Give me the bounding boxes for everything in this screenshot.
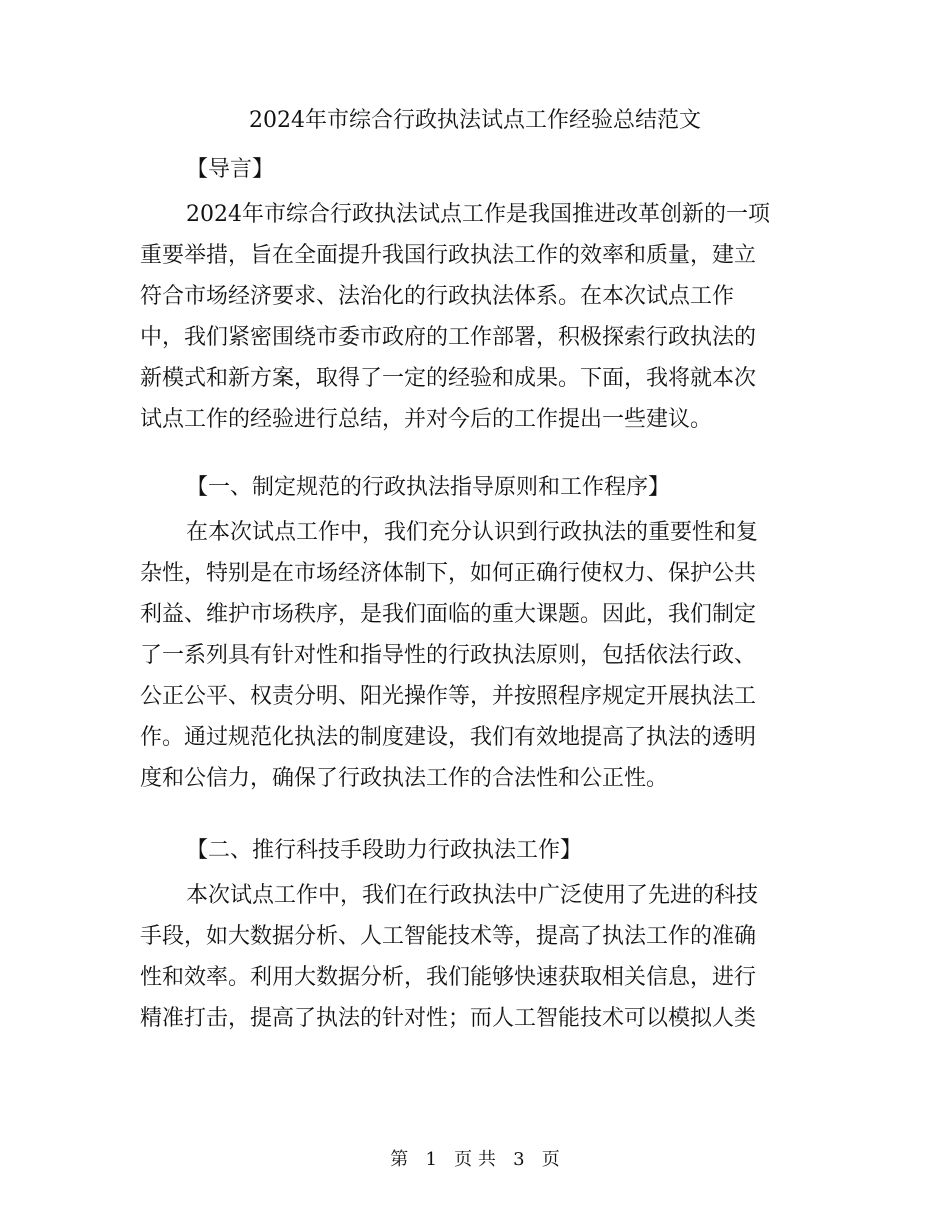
paragraph-line: 本次试点工作中，我们在行政执法中广泛使用了先进的科技	[186, 883, 759, 908]
page-number: 1	[425, 1149, 437, 1170]
paragraph-line: 了一系列具有针对性和指导性的行政执法原则，包括依法行政、	[140, 643, 757, 668]
paragraph-line: 2024年市综合行政执法试点工作是我国推进改革创新的一项	[186, 202, 770, 227]
paragraph-line: 精准打击，提高了执法的针对性；而人工智能技术可以模拟人类	[140, 1006, 757, 1031]
page-footer	[0, 1148, 950, 1172]
intro-heading: 【导言】	[186, 157, 275, 182]
section-heading: 【一、制定规范的行政执法指导原则和工作程序】	[186, 475, 671, 500]
paragraph-line: 试点工作的经验进行总结，并对今后的工作提出一些建议。	[140, 407, 713, 432]
page-middle: 页 共	[454, 1149, 496, 1170]
paragraph-line: 杂性，特别是在市场经济体制下，如何正确行使权力、保护公共	[140, 561, 757, 586]
paragraph-line: 度和公信力，确保了行政执法工作的合法性和公正性。	[140, 766, 669, 791]
page-prefix: 第	[390, 1149, 409, 1170]
paragraph-line: 新模式和新方案，取得了一定的经验和成果。下面，我将就本次	[140, 366, 757, 391]
paragraph-line: 在本次试点工作中，我们充分认识到行政执法的重要性和复	[186, 520, 759, 545]
paragraph-line: 符合市场经济要求、法治化的行政执法体系。在本次试点工作	[140, 284, 735, 309]
paragraph-line: 作。通过规范化执法的制度建设，我们有效地提高了执法的透明	[140, 725, 757, 750]
page-suffix: 页	[541, 1149, 560, 1170]
document-title: 2024年市综合行政执法试点工作经验总结范文	[249, 108, 701, 133]
paragraph-line: 性和效率。利用大数据分析，我们能够快速获取相关信息，进行	[140, 965, 757, 990]
paragraph-line: 中，我们紧密围绕市委市政府的工作部署，积极探索行政执法的	[140, 325, 757, 350]
paragraph-line: 重要举措，旨在全面提升我国行政执法工作的效率和质量，建立	[140, 243, 757, 268]
paragraph-line: 利益、维护市场秩序，是我们面临的重大课题。因此，我们制定	[140, 602, 757, 627]
page-total: 3	[513, 1149, 525, 1170]
section-heading: 【二、推行科技手段助力行政执法工作】	[186, 838, 583, 863]
paragraph-line: 手段，如大数据分析、人工智能技术等，提高了执法工作的准确	[140, 924, 757, 949]
paragraph-line: 公正公平、权责分明、阳光操作等，并按照程序规定开展执法工	[140, 684, 757, 709]
